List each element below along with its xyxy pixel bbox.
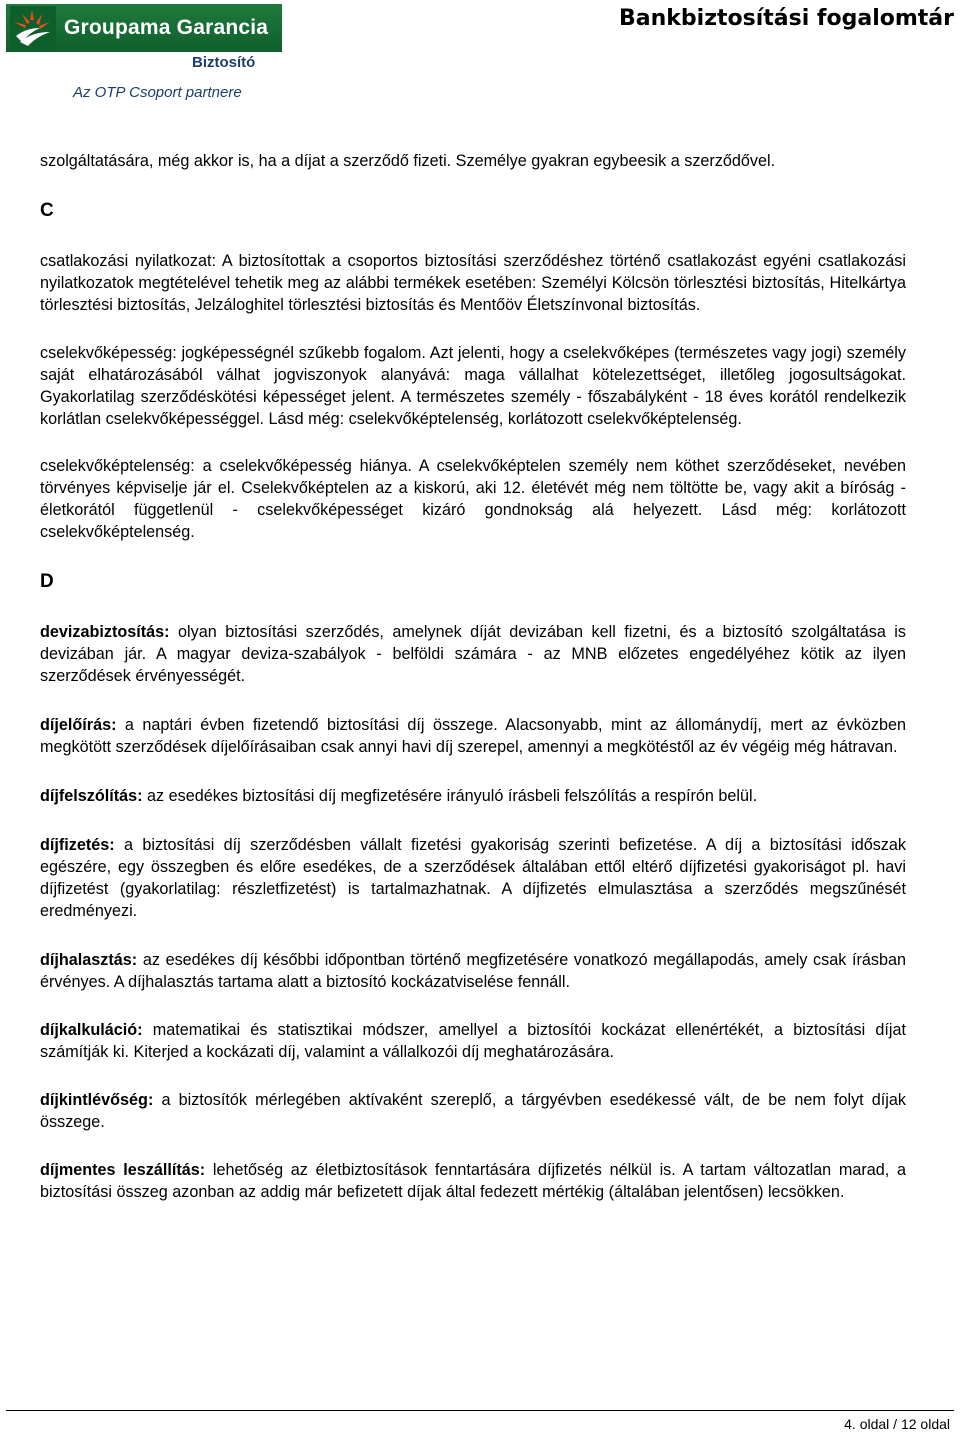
entry-dijkintlevoseg (40, 1089, 906, 1133)
entry-term: díjfelszólítás: (40, 787, 143, 805)
entry-text: a naptári évben fizetendő biztosítási díj összege. Alacsonyabb, mint az állománydíj, mert az évközben megkötött szerződések díjelőírásaiban csak annyi havi díj szerepel, amennyi a megkötéstől az év végéig még hátravan. (40, 716, 906, 756)
entry-term: díjmentes leszállítás: (40, 1161, 206, 1179)
logo-mark-icon (10, 6, 56, 50)
entry-cselekvokeptelenseg: cselekvőképtelenség: a cselekvőképesség hiánya. A cselekvőképtelen személy nem köthet szerződéseket, nevében törvényes képviselje jár el. Cselekvőképtelen az a kiskorú, aki 12. életévét még nem töltötte be, vagy akit a bíróság - életkorától függetlenül - cselekvőképességet kizáró gondnokság alá helyezett. Lásd még: korlátozott cselekvőképtelenség. (40, 457, 906, 541)
company-logo (6, 4, 282, 52)
entry-text: az esedékes biztosítási díj megfizetésére irányuló írásbeli felszólítás a respírón belül. (142, 787, 758, 805)
entry-csatlakozasi-nyilatkozat: csatlakozási nyilatkozat: A biztosítottak a csoportos biztosítási szerződéshez történő csatlakozást egyéni csatlakozási nyilatkozatok megtételével tehetik meg az alábbi termékek esetében: Személyi Kölcsön törlesztési biztosítás, Hitelkártya törlesztési biztosítás, Jelzáloghitel törlesztési biztosítás és Mentőöv Életszínvonal biztosítás. (40, 252, 906, 314)
entry-devizabiztositas (40, 621, 906, 687)
logo-brand: Groupama Garancia (64, 16, 269, 39)
entry-text: a biztosítók mérlegében aktívaként szereplő, a tárgyévben esedékessé vált, de be nem folyt díjak összege. (40, 1091, 906, 1131)
section-letter-c: C (40, 200, 54, 221)
page-title: Bankbiztosítási fogalomtár (619, 6, 954, 31)
entry-dijeloiras (40, 714, 906, 758)
entry-dijhalasztas (40, 949, 906, 993)
entry-text: a biztosítási díj szerződésben vállalt fizetési gyakoriság szerinti befizetése. A díj a biztosítási időszak egészére, egy összegben és előre esedékes, de a szerződések általában ettől eltérő díjfizetési gyakoriságot pl. havi díjfizetést (gyakorlatilag: részletfizetést) is tartalmazhatnak. A díjfizetés elmulasztása a szerződés megszűnését eredményezi. (40, 836, 906, 920)
document-body (40, 150, 906, 1203)
section-letter-d: D (40, 571, 54, 592)
entry-term: devizabiztosítás: (40, 623, 170, 641)
paragraph-continuation: szolgáltatására, még akkor is, ha a díjat a szerződő fizeti. Személye gyakran egybeesik a szerződővel. (40, 152, 776, 170)
logo-sub: Biztosító (192, 54, 256, 71)
entry-dijfelszolitas (40, 785, 906, 807)
entry-term: díjfizetés: (40, 836, 115, 854)
entry-cselekvokepesseg: cselekvőképesség: jogképességnél szűkebb fogalom. Azt jelenti, hogy a cselekvőképes (természetes vagy jogi) személy saját elhatározásából válhat jogviszonyok alanyává: maga vállalhat kötelezettséget, illetőleg jogosultságokat. Gyakorlatilag szerződéskötési képességet jelent. A természetes személy - főszabályként - 18 éves korától rendelkezik korlátlan cselekvőképességgel. Lásd még: cselekvőképtelenség, korlátozott cselekvőképtelenség. (40, 344, 906, 428)
entry-dijmentes-leszallitas (40, 1159, 906, 1203)
entry-text: az esedékes díj későbbi időpontban történő megfizetésére vonatkozó megállapodás, amely csak írásban érvényes. A díjhalasztás tartama alatt a biztosító kockázatviselése fennáll. (40, 951, 906, 991)
footer-divider (6, 1410, 954, 1411)
entry-dijkalkulacio (40, 1019, 906, 1063)
entry-term: díjkalkuláció: (40, 1021, 143, 1039)
logo-tagline: Az OTP Csoport partnere (73, 84, 242, 101)
entry-dijfizetes (40, 834, 906, 922)
entry-text: matematikai és statisztikai módszer, amellyel a biztosítói kockázat ellenértékét, a biztosítási díjat számítják ki. Kiterjed a kockázati díj, valamint a vállalkozói díj meghatározására. (40, 1021, 906, 1061)
entry-text: lehetőség az életbiztosítások fenntartására díjfizetés nélkül is. A tartam változatlan marad, a biztosítási összeg azonban az addig már befizetett díjak által fedezett mértékig (általában jelentősen) lecsökken. (40, 1161, 906, 1201)
entry-term: díjkintlévőség: (40, 1091, 154, 1109)
entry-text: olyan biztosítási szerződés, amelynek díját devizában kell fizetni, és a biztosító szolgáltatása is devizában jár. A magyar deviza-szabályok - belföldi számára - az MNB előzetes engedélyéhez kötik az ilyen szerződések érvényességét. (40, 623, 906, 685)
entry-term: díjelőírás: (40, 716, 117, 734)
entry-term: díjhalasztás: (40, 951, 138, 969)
page-number: 4. oldal / 12 oldal (844, 1416, 950, 1432)
